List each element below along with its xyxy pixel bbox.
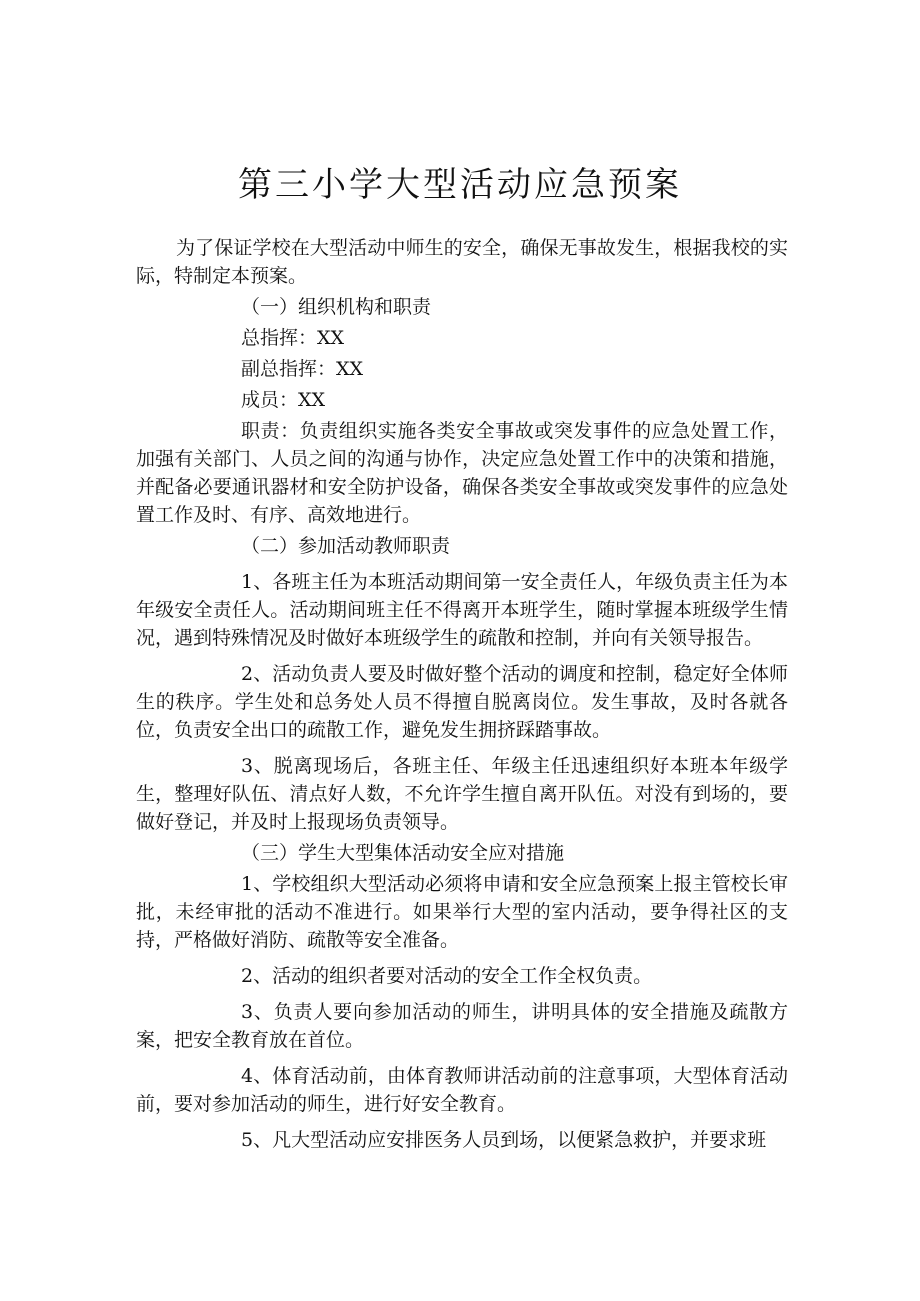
section3-item-5: 5、凡大型活动应安排医务人员到场，以便紧急救护，并要求班 [241,1129,767,1151]
section3-item-2: 2、活动的组织者要对活动的安全工作全权负责。 [241,965,653,987]
section2-item-3: 3、脱离现场后，各班主任、年级主任迅速组织好本班本年级学生，整理好队伍、清点好人数，不允许学生擅自离开队伍。对没有到场的，要做好登记，并及时上报现场负责领导。 [136,755,788,833]
commander-line: 总指挥：XX [241,327,345,349]
section1-heading: （一）组织机构和职责 [241,296,432,318]
section3-item-4: 4、体育活动前，由体育教师讲活动前的注意事项，大型体育活动前，要对参加活动的师生，进行好安全教育。 [136,1065,788,1115]
document-title: 第三小学大型活动应急预案 [238,165,682,205]
intro-paragraph: 为了保证学校在大型活动中师生的安全，确保无事故发生，根据我校的实际，特制定本预案。 [136,237,788,287]
members-line: 成员：XX [241,389,326,411]
section2-heading: （二）参加活动教师职责 [241,535,451,557]
section2-item-2: 2、活动负责人要及时做好整个活动的调度和控制，稳定好全体师生的秩序。学生处和总务处人员不得擅自脱离岗位。发生事故，及时各就各位，负责安全出口的疏散工作，避免发生拥挤踩踏事故。 [136,663,788,741]
document-body [136,234,788,1154]
section3-heading: （三）学生大型集体活动安全应对措施 [241,842,565,864]
section3-item-1: 1、学校组织大型活动必须将申请和安全应急预案上报主管校长审批，未经审批的活动不准进行。如果举行大型的室内活动，要争得社区的支持，严格做好消防、疏散等安全准备。 [136,873,788,951]
vice-commander-line: 副总指挥：XX [241,358,364,380]
section2-item-1: 1、各班主任为本班活动期间第一安全责任人，年级负责主任为本年级安全责任人。活动期间班主任不得离开本班学生，随时掌握本班级学生情况，遇到特殊情况及时做好本班级学生的疏散和控制，并向有关领导报告。 [136,571,788,649]
duties-paragraph: 职责：负责组织实施各类安全事故或突发事件的应急处置工作，加强有关部门、人员之间的沟通与协作，决定应急处置工作中的决策和措施，并配备必要通讯器材和安全防护设备，确保各类安全事故或突发事件的应急处置工作及时、有序、高效地进行。 [136,420,788,526]
section3-item-3: 3、负责人要向参加活动的师生，讲明具体的安全措施及疏散方案，把安全教育放在首位。 [136,1001,788,1051]
